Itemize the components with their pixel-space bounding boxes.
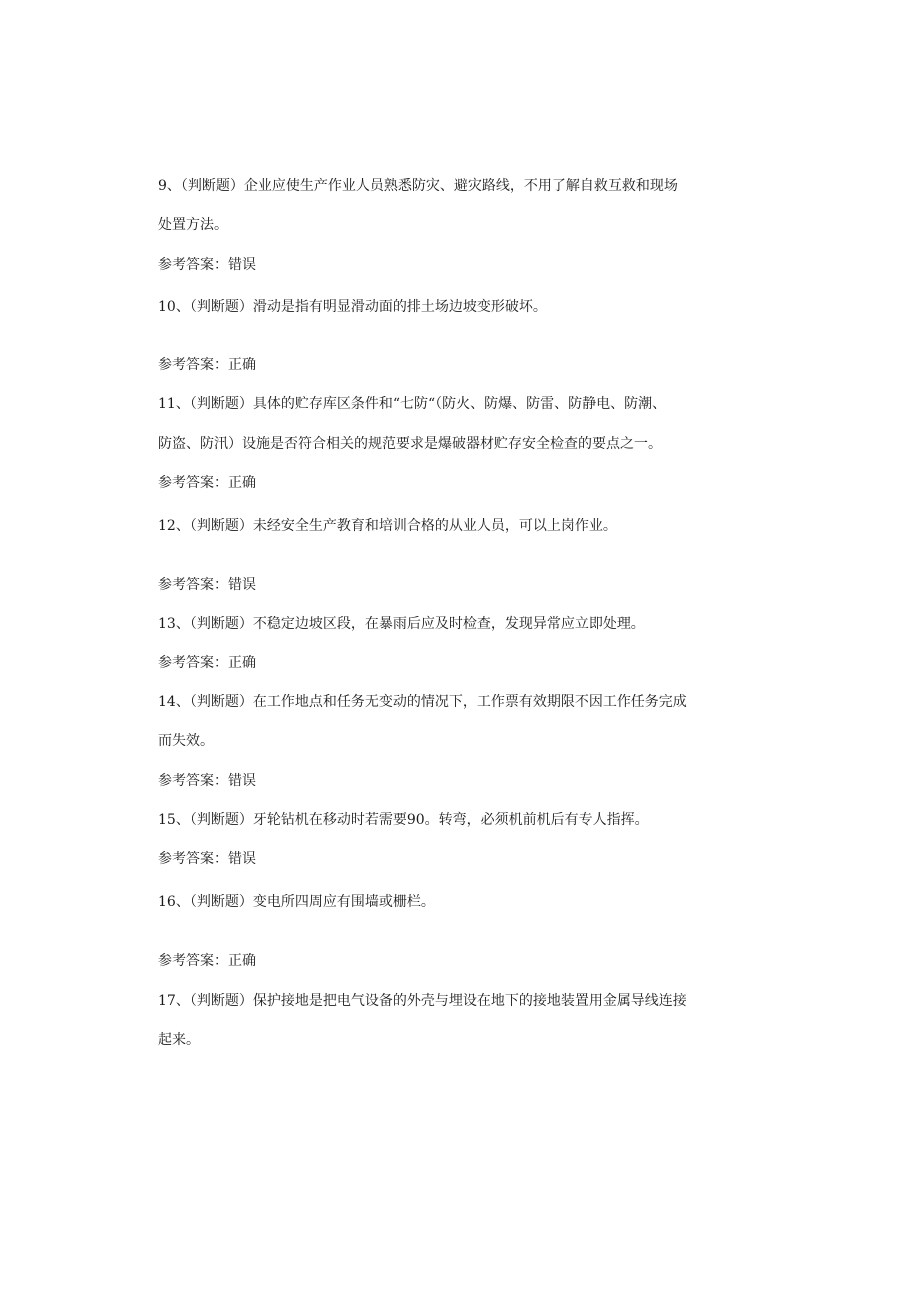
question-9-line-2: 处置方法。 bbox=[158, 217, 228, 233]
question-17-line-2: 起来。 bbox=[158, 1032, 200, 1048]
question-16-line-1: 16、（判断题）变电所四周应有围墙或栅栏。 bbox=[158, 894, 435, 910]
question-13-line-1: 13、（判断题）不稳定边坡区段，在暴雨后应及时检查，发现异常应立即处理。 bbox=[158, 616, 645, 632]
answer-14: 参考答案：错误 bbox=[158, 773, 256, 789]
answer-11: 参考答案：正确 bbox=[158, 475, 256, 491]
question-11-line-2: 防盗、防汛）设施是否符合相关的规范要求是爆破器材贮存安全检查的要点之一。 bbox=[158, 436, 662, 452]
question-12-line-1: 12、（判断题）未经安全生产教育和培训合格的从业人员，可以上岗作业。 bbox=[158, 518, 617, 534]
question-11-line-1: 11、（判断题）具体的贮存库区条件和“七防“（防火、防爆、防雷、防静电、防潮、 bbox=[158, 396, 667, 412]
answer-9: 参考答案：错误 bbox=[158, 257, 256, 273]
question-15-line-1: 15、（判断题）牙轮钻机在移动时若需要90。转弯，必须机前机后有专人指挥。 bbox=[158, 812, 649, 828]
answer-12: 参考答案：错误 bbox=[158, 577, 256, 593]
question-14-line-2: 而失效。 bbox=[158, 733, 214, 749]
answer-13: 参考答案：正确 bbox=[158, 655, 256, 671]
answer-15: 参考答案：错误 bbox=[158, 851, 256, 867]
answer-10: 参考答案：正确 bbox=[158, 357, 256, 373]
question-9-line-1: 9、（判断题）企业应使生产作业人员熟悉防灾、避灾路线，不用了解自救互救和现场 bbox=[158, 178, 678, 194]
answer-16: 参考答案：正确 bbox=[158, 953, 256, 969]
question-10-line-1: 10、（判断题）滑动是指有明显滑动面的排土场边坡变形破坏。 bbox=[158, 299, 547, 315]
question-14-line-1: 14、（判断题）在工作地点和任务无变动的情况下，工作票有效期限不因工作任务完成 bbox=[158, 694, 687, 710]
question-17-line-1: 17、（判断题）保护接地是把电气设备的外壳与埋设在地下的接地装置用金属导线连接 bbox=[158, 993, 687, 1009]
